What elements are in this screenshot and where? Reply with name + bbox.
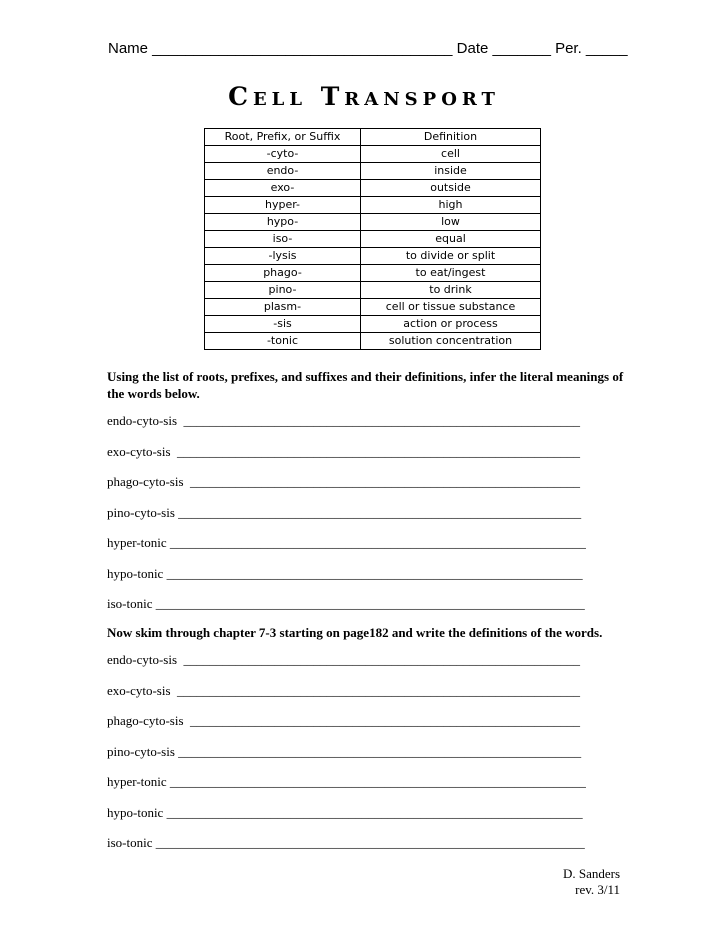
author-signature [563,866,620,898]
answer-line[interactable]: hyper-tonic ________________________________________________________________ [107,535,586,550]
table-row [205,146,541,163]
root-cell: -sis [205,316,361,333]
definition-cell: high [361,197,541,214]
table-row [205,265,541,282]
table-row [205,180,541,197]
answer-line[interactable]: endo-cyto-sis _____________________________________________________________ [107,652,581,667]
answer-line[interactable]: hyper-tonic ________________________________________________________________ [107,774,586,789]
answer-line[interactable]: pino-cyto-sis ______________________________________________________________ [107,504,582,520]
instruction-infer-meanings: Using the list of roots, prefixes, and suffixes and their definitions, infer the literal meanings of the words below. [107,369,624,401]
root-cell: iso- [205,231,361,248]
column-header-definition: Definition [361,129,541,146]
answer-line[interactable]: hypo-tonic ________________________________________________________________ [107,804,583,820]
page-title: Cell Transport [228,82,500,111]
definition-cell: outside [361,180,541,197]
answer-line[interactable]: iso-tonic __________________________________________________________________ [107,596,585,611]
answer-line[interactable]: phago-cyto-sis ____________________________________________________________ [107,474,581,489]
answer-line[interactable]: iso-tonic __________________________________________________________________ [107,835,585,850]
definition-cell: inside [361,163,541,180]
name-date-period-header: Name ____________________________________ Date _______ Per. _____ [108,40,628,57]
revision-date: rev. 3/11 [575,882,620,897]
table-row [205,316,541,333]
table-row [205,248,541,265]
table-row [205,231,541,248]
table-row [205,163,541,180]
table-header-row [205,129,541,146]
definition-cell: to drink [361,282,541,299]
answer-line[interactable]: hypo-tonic ________________________________________________________________ [107,565,583,581]
definition-cell: action or process [361,316,541,333]
root-cell: -cyto- [205,146,361,163]
root-cell: phago- [205,265,361,282]
table-row [205,333,541,350]
definition-cell: cell [361,146,541,163]
answer-line[interactable]: exo-cyto-sis ______________________________________________________________ [107,682,581,698]
answer-line[interactable]: phago-cyto-sis ____________________________________________________________ [107,713,581,728]
instruction-write-definitions: Now skim through chapter 7-3 starting on page182 and write the definitions of the words. [107,625,603,640]
root-cell: plasm- [205,299,361,316]
answer-line[interactable]: exo-cyto-sis ______________________________________________________________ [107,443,581,459]
author-name: D. Sanders [562,866,620,881]
roots-definitions-table [204,128,541,350]
table-row [205,214,541,231]
answer-line[interactable]: pino-cyto-sis ______________________________________________________________ [107,743,582,759]
table-row [205,299,541,316]
table-row [205,282,541,299]
column-header-root: Root, Prefix, or Suffix [205,129,361,146]
root-cell: -tonic [205,333,361,350]
table-row [205,197,541,214]
answer-line[interactable]: endo-cyto-sis _____________________________________________________________ [107,413,581,428]
root-cell: exo- [205,180,361,197]
root-cell: hyper- [205,197,361,214]
definition-cell: equal [361,231,541,248]
root-cell: endo- [205,163,361,180]
definition-cell: to eat/ingest [361,265,541,282]
definition-cell: solution concentration [361,333,541,350]
root-cell: hypo- [205,214,361,231]
definition-cell: low [361,214,541,231]
root-cell: pino- [205,282,361,299]
definition-cell: to divide or split [361,248,541,265]
definition-cell: cell or tissue substance [361,299,541,316]
root-cell: -lysis [205,248,361,265]
